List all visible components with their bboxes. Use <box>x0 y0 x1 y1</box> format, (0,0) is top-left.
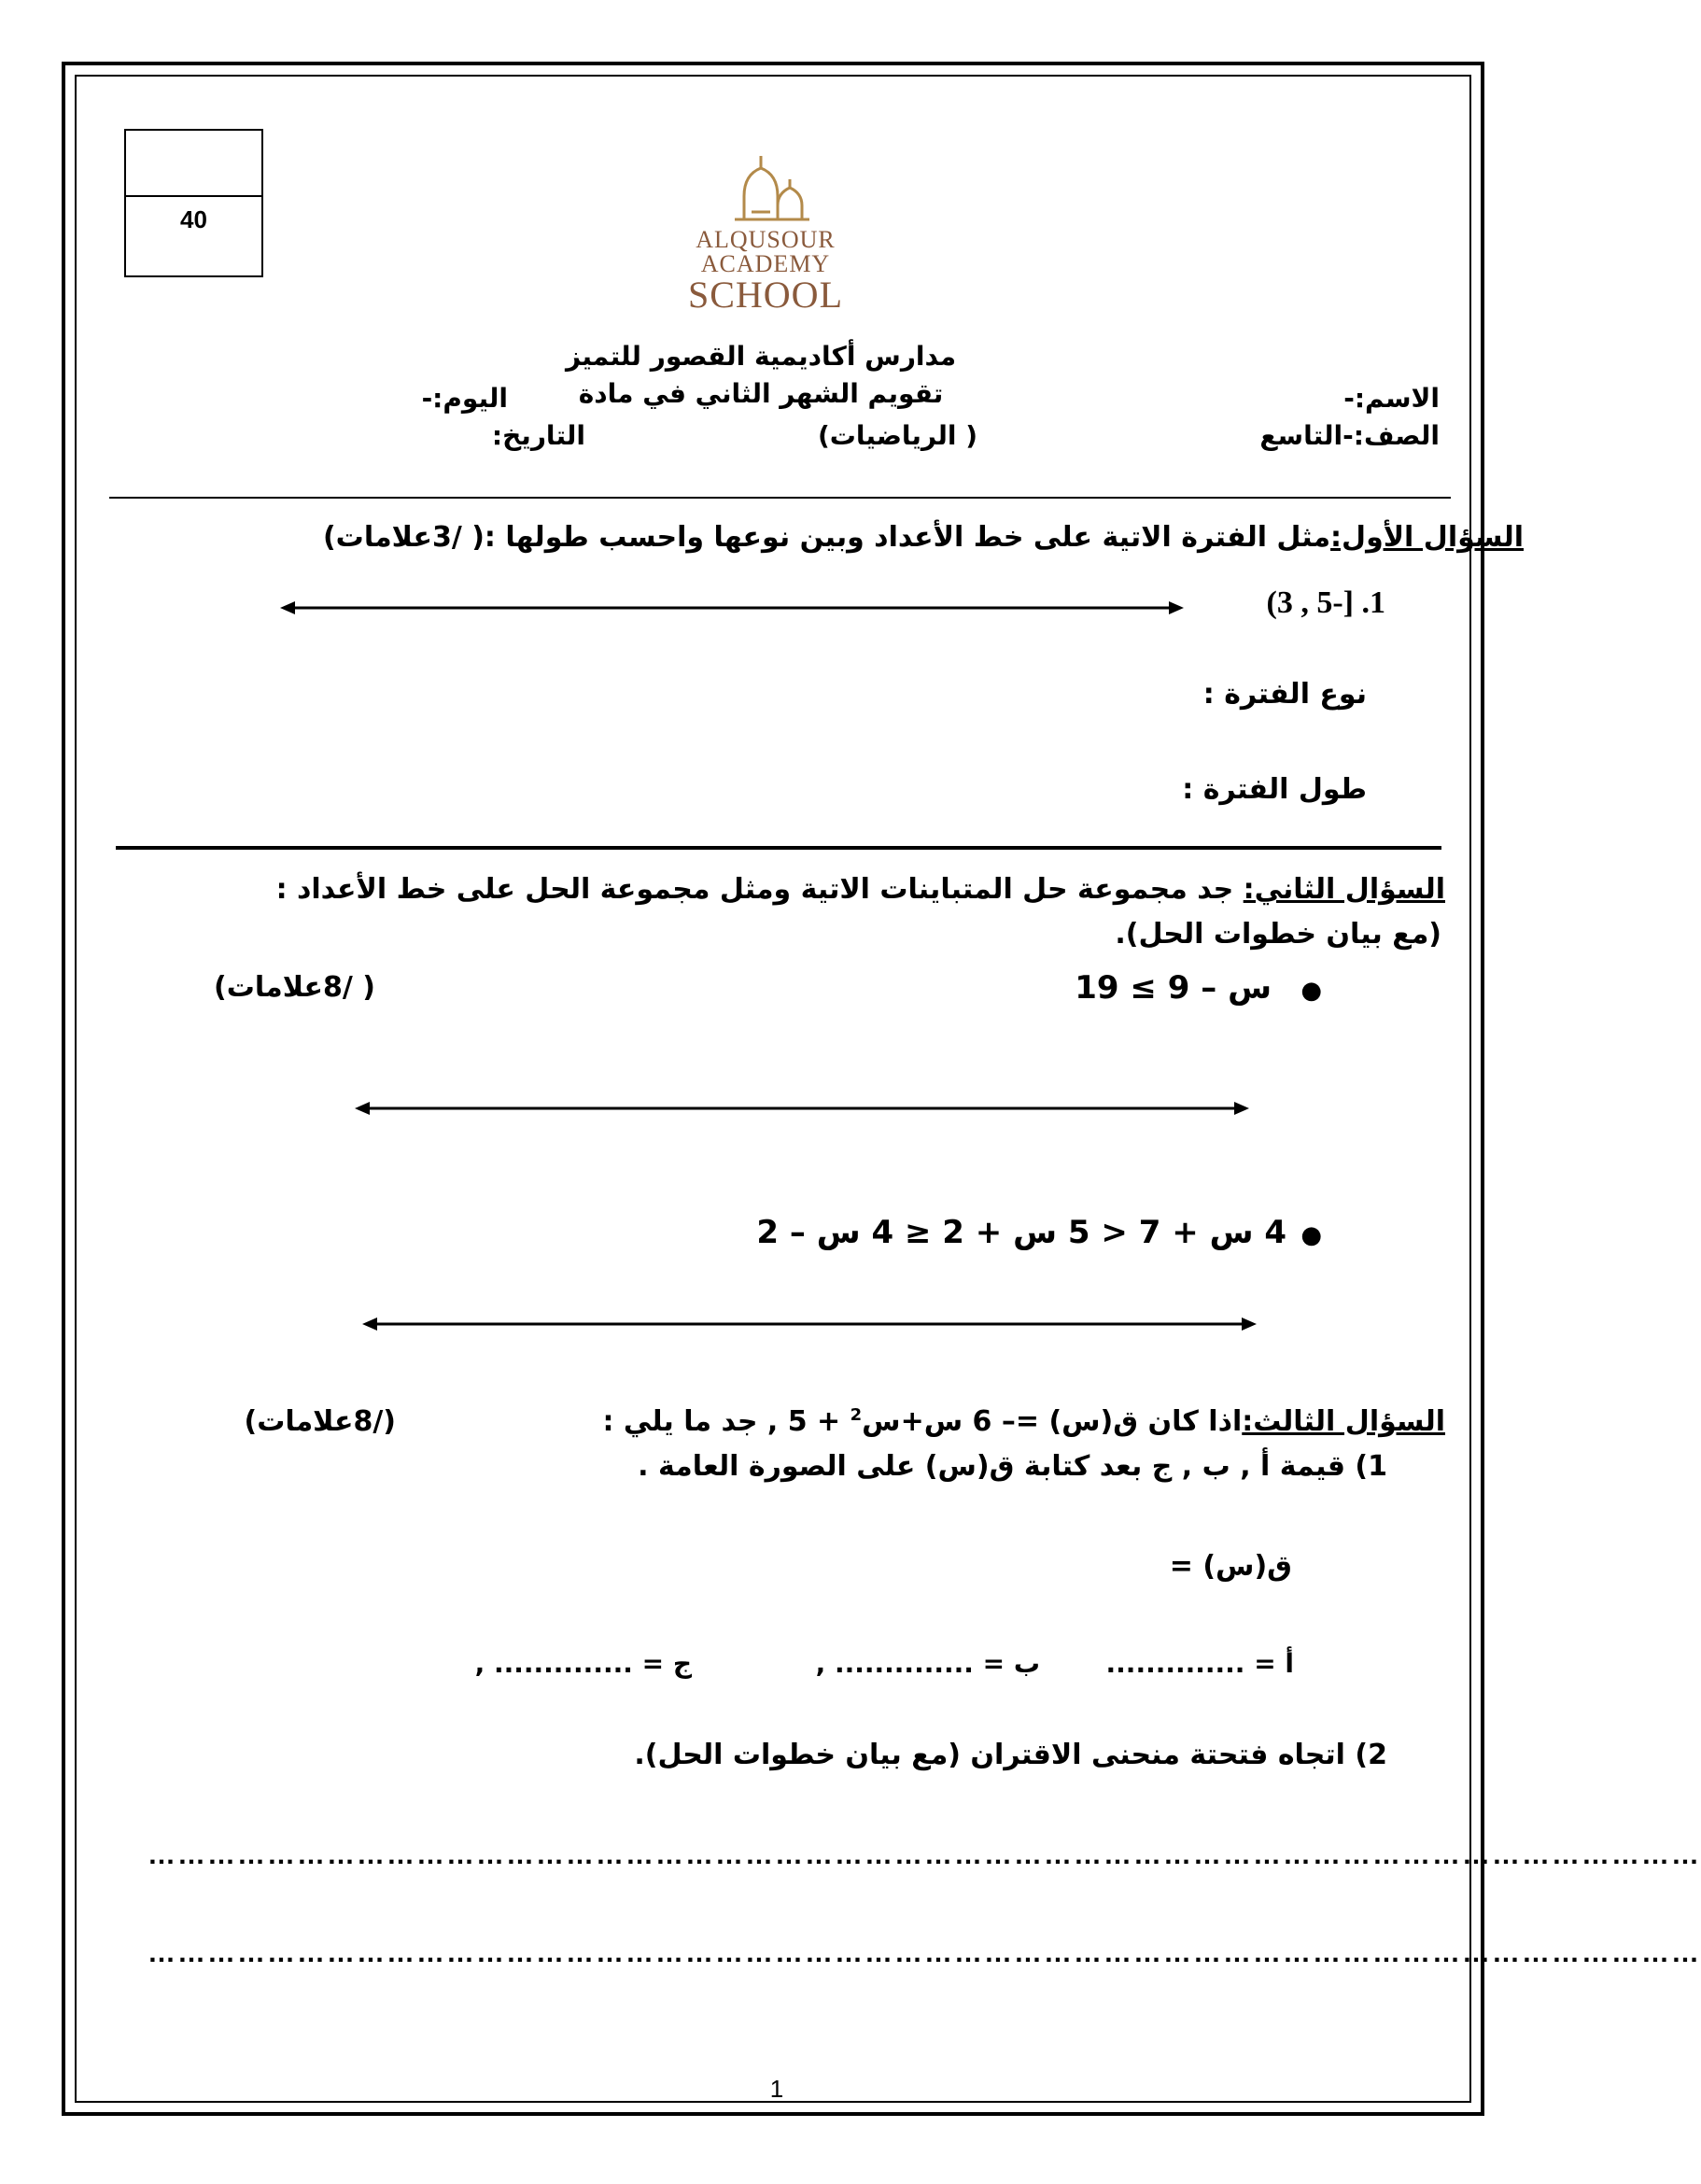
subject-label: ( الرياضيات) <box>817 420 977 451</box>
q2-bullet-2: ● <box>1300 1221 1322 1249</box>
logo-line-1: ALQUSOUR <box>696 226 836 253</box>
q3-text-b: + 5 , جد ما يلي : <box>602 1405 850 1438</box>
q2-item-2: 4 س + 7 < 5 س + 2 ≤ 4 س – 2 <box>756 1214 1286 1251</box>
q2-bullet-1: ● <box>1300 977 1322 1005</box>
q2-marks: ( /8علامات) <box>214 971 375 1004</box>
q1-length-label: طول الفترة : <box>1182 773 1367 806</box>
q1-divider <box>116 846 1441 850</box>
q3-part-1: 1) قيمة أ , ب , ج بعد كتابة ق(س) على الصورة العامة . <box>638 1450 1387 1483</box>
q3-fx-label: ق(س) = <box>1169 1550 1292 1583</box>
q1-label: السؤال الأول: <box>1330 521 1524 554</box>
day-label: اليوم:- <box>421 383 508 414</box>
answer-line-1: ………………………………………………………………………………………………………………………………………… <box>148 1839 1701 1870</box>
q3-a-field: أ = .............. <box>1105 1648 1294 1679</box>
header-divider <box>109 497 1451 499</box>
q3-text-a: اذا كان ق(س) =– 6 س+س <box>862 1405 1243 1438</box>
q2-note: (مع بيان خطوات الحل). <box>1115 918 1441 951</box>
name-label: الاسم:- <box>1343 383 1440 414</box>
q2-text: جد مجموعة حل المتباينات الاتية ومثل مجموعة الحل على خط الأعداد : <box>275 873 1244 906</box>
logo-line-3: SCHOOL <box>687 274 844 316</box>
q1-interval: 1. [-5 , 3) <box>1266 585 1385 620</box>
q1-heading <box>323 521 1524 554</box>
q2-number-line-1 <box>355 1094 1251 1122</box>
score-value: 40 <box>180 205 207 233</box>
q1-number-line <box>280 594 1186 622</box>
school-logo <box>668 154 864 322</box>
q3-b-field: ب = .............. , <box>815 1648 1040 1679</box>
score-box <box>124 129 263 277</box>
q3-c-field: ج = .............. , <box>474 1648 692 1679</box>
q3-label: السؤال الثالث: <box>1242 1405 1445 1438</box>
page-number: 1 <box>769 2075 784 2103</box>
grade-label: الصف:-التاسع <box>1259 420 1440 451</box>
logo-line-2: ACADEMY <box>700 250 831 277</box>
q3-heading <box>602 1405 1445 1438</box>
q1-type-label: نوع الفترة : <box>1202 678 1367 711</box>
q2-item-1: س – 9 ≥ 19 <box>1075 969 1272 1007</box>
q3-exponent: 2 <box>850 1405 863 1425</box>
q2-label: السؤال الثاني: <box>1243 873 1445 906</box>
q2-heading <box>276 873 1445 906</box>
date-label: التاريخ: <box>491 420 585 451</box>
exam-title: تقويم الشهر الثاني في مادة <box>578 378 944 409</box>
q3-marks: (/8علامات) <box>244 1405 396 1438</box>
q3-part-2: 2) اتجاه فتحتة منحنى الاقتران (مع بيان خطوات الحل). <box>634 1739 1387 1771</box>
q1-text: مثل الفترة الاتية على خط الأعداد وبين نوعها واحسب طولها :( /3علامات) <box>322 521 1331 554</box>
logo-domes-icon <box>668 154 864 224</box>
answer-line-2: ………………………………………………………………………………………………………………………………………… <box>148 1937 1701 1968</box>
school-name: مدارس أكاديمية القصور للتميز <box>565 341 957 372</box>
q2-number-line-2 <box>362 1310 1258 1338</box>
